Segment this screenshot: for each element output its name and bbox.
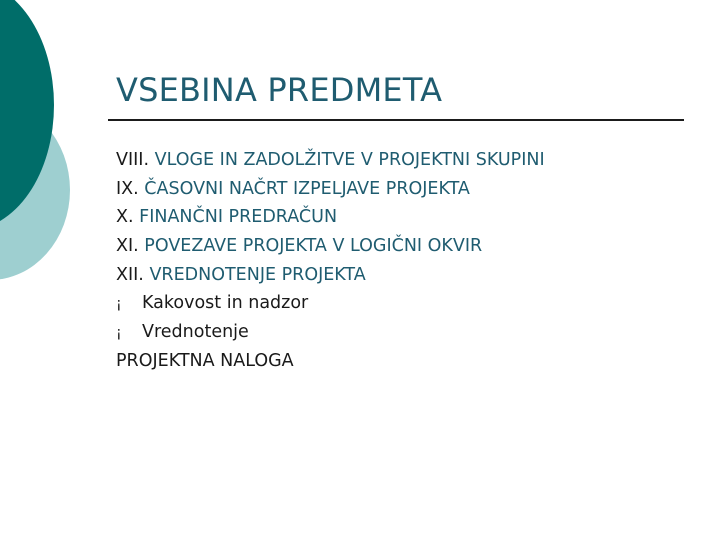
- content-list: [116, 146, 545, 376]
- item-number: VIII.: [116, 150, 150, 170]
- circle-bullet-icon: ¡: [116, 296, 122, 313]
- item-number: XII.: [116, 264, 144, 285]
- item-text: VREDNOTENJE PROJEKTA: [149, 264, 366, 285]
- slide-title: VSEBINA PREDMETA: [116, 71, 443, 109]
- list-item: [116, 146, 545, 175]
- list-item: [116, 261, 545, 290]
- list-item: [116, 232, 545, 261]
- sub-list-item: [116, 289, 545, 318]
- circle-bullet-icon: ¡: [116, 325, 122, 342]
- closing-text: PROJEKTNA NALOGA: [116, 350, 294, 371]
- item-text: ČASOVNI NAČRT IZPELJAVE PROJEKTA: [144, 178, 470, 199]
- item-text: VLOGE IN ZADOLŽITVE V PROJEKTNI SKUPINI: [154, 150, 545, 170]
- list-item: [116, 175, 545, 204]
- item-number: XI.: [116, 236, 139, 257]
- list-item: [116, 203, 545, 232]
- title-divider: [108, 119, 684, 121]
- item-text: POVEZAVE PROJEKTA V LOGIČNI OKVIR: [144, 236, 483, 257]
- item-number: X.: [116, 207, 134, 228]
- sub-item-text: Vrednotenje: [142, 322, 249, 343]
- item-text: FINANČNI PREDRAČUN: [139, 207, 338, 228]
- item-number: IX.: [116, 178, 139, 199]
- sub-list-item: [116, 318, 545, 347]
- list-item: [116, 347, 545, 376]
- sub-item-text: Kakovost in nadzor: [142, 293, 309, 314]
